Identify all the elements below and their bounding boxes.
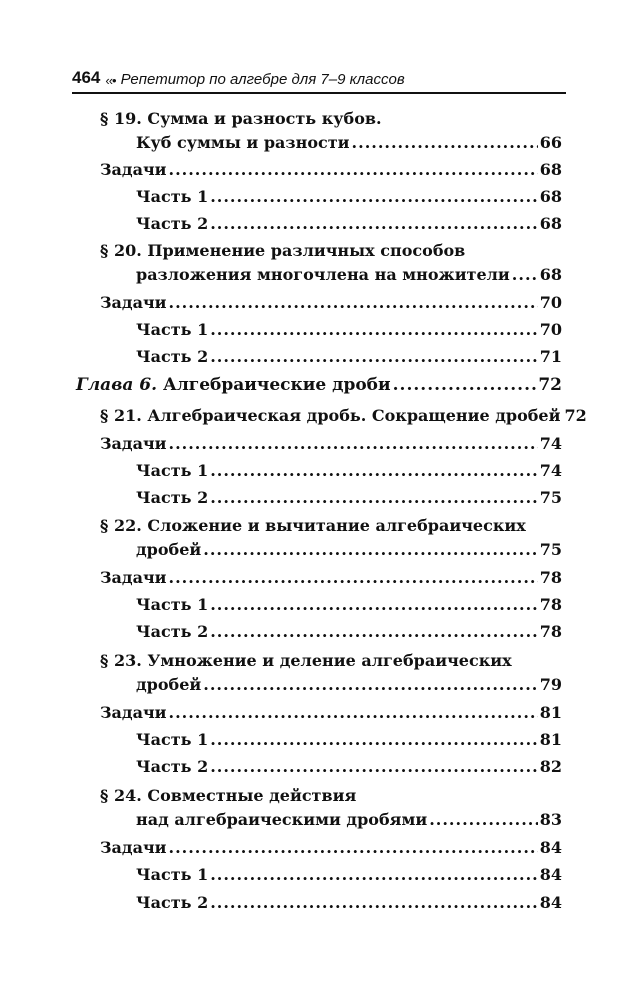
toc-label: Часть 1 bbox=[136, 461, 209, 480]
toc-entry-s23[interactable] bbox=[136, 675, 562, 697]
toc-label: Часть 2 bbox=[136, 622, 209, 641]
toc-page-number: 81 bbox=[539, 730, 562, 749]
toc-entry-s20[interactable] bbox=[136, 265, 562, 287]
toc-page-number: 66 bbox=[539, 133, 562, 152]
toc-page-number: 70 bbox=[539, 293, 562, 312]
toc-entry-s21-part1[interactable] bbox=[136, 461, 562, 483]
toc-page-number: 78 bbox=[539, 622, 562, 641]
toc-entry-s23-part2[interactable] bbox=[136, 757, 562, 779]
toc-s22-title-line2: дробей bbox=[136, 540, 202, 559]
toc-page-number: 84 bbox=[539, 838, 562, 857]
toc-label: Часть 2 bbox=[136, 757, 209, 776]
leader-dots bbox=[203, 675, 537, 694]
toc-s23-title-line2: дробей bbox=[136, 675, 202, 694]
leader-dots bbox=[210, 461, 538, 480]
toc-label: Часть 1 bbox=[136, 730, 209, 749]
leader-dots bbox=[210, 893, 538, 912]
toc-page-number: 74 bbox=[539, 461, 562, 480]
toc-page-number: 78 bbox=[539, 568, 562, 587]
toc-s22-title-line1: § 22. Сложение и вычитание алгебраических bbox=[100, 516, 526, 535]
toc-label: Часть 1 bbox=[136, 865, 209, 884]
toc-s19-title-line1: § 19. Сумма и разность кубов. bbox=[100, 109, 382, 128]
leader-dots bbox=[210, 488, 538, 507]
leader-dots bbox=[169, 838, 538, 857]
toc-entry-s19[interactable] bbox=[136, 133, 562, 155]
leader-dots bbox=[210, 187, 538, 206]
toc-s20-title-line1: § 20. Применение различных способов bbox=[100, 241, 466, 260]
toc-page-number: 84 bbox=[539, 893, 562, 912]
book-title: Репетитор по алгебре для 7–9 классов bbox=[120, 71, 405, 88]
toc-entry-s24-part2[interactable] bbox=[136, 893, 562, 915]
leader-dots bbox=[393, 375, 537, 395]
toc-page-number: 68 bbox=[539, 265, 562, 284]
leader-dots bbox=[169, 568, 538, 587]
leader-dots bbox=[210, 320, 538, 339]
toc-entry-s19-tasks[interactable] bbox=[100, 160, 562, 182]
toc-page-number: 74 bbox=[539, 434, 562, 453]
chapter-prefix: Глава 6. bbox=[76, 375, 158, 395]
leader-dots bbox=[169, 434, 538, 453]
toc-label: Часть 2 bbox=[136, 214, 209, 233]
leader-dots bbox=[210, 347, 538, 366]
toc-entry-s19-part2[interactable] bbox=[136, 214, 562, 236]
toc-entry-s20-tasks[interactable] bbox=[100, 293, 562, 315]
leader-dots bbox=[210, 595, 538, 614]
toc-entry-s19-part1[interactable] bbox=[136, 187, 562, 209]
toc-page-number: 68 bbox=[539, 160, 562, 179]
toc-entry-s24-part1[interactable] bbox=[136, 865, 562, 887]
toc-label: Задачи bbox=[100, 568, 167, 587]
chapter-title: Алгебраические дроби bbox=[162, 375, 391, 395]
leader-dots bbox=[210, 622, 538, 641]
toc-label: Задачи bbox=[100, 703, 167, 722]
toc-page-number: 70 bbox=[539, 320, 562, 339]
toc-page-number: 72 bbox=[564, 406, 587, 425]
leader-dots bbox=[512, 265, 538, 284]
toc-page-number: 79 bbox=[539, 675, 562, 694]
toc-s24-title-line1: § 24. Совместные действия bbox=[100, 786, 357, 805]
toc-page-number: 81 bbox=[539, 703, 562, 722]
toc-label: Задачи bbox=[100, 293, 167, 312]
leader-dots bbox=[169, 160, 538, 179]
leader-dots bbox=[429, 810, 538, 829]
toc-label: Часть 1 bbox=[136, 320, 209, 339]
toc-s24-title-line2: над алгебраическими дробями bbox=[136, 810, 428, 829]
toc-s19-title-line2: Куб суммы и разности bbox=[136, 133, 350, 152]
toc-page-number: 75 bbox=[539, 540, 562, 559]
toc-label: Задачи bbox=[100, 434, 167, 453]
toc-entry-s22-part2[interactable] bbox=[136, 622, 562, 644]
toc-entry-s20-part2[interactable] bbox=[136, 347, 562, 369]
toc-s20-title-line2: разложения многочлена на множители bbox=[136, 265, 510, 284]
toc-label: Часть 2 bbox=[136, 893, 209, 912]
toc-page-number: 78 bbox=[539, 595, 562, 614]
toc-entry-s21[interactable] bbox=[100, 406, 587, 428]
toc-label: Задачи bbox=[100, 160, 167, 179]
leader-dots bbox=[210, 865, 538, 884]
toc-entry-s20-part1[interactable] bbox=[136, 320, 562, 342]
leader-dots bbox=[210, 757, 538, 776]
toc-page-number: 75 bbox=[539, 488, 562, 507]
toc-page-number: 82 bbox=[539, 757, 562, 776]
toc-entry-chapter-6[interactable] bbox=[76, 375, 562, 397]
toc-entry-s23-part1[interactable] bbox=[136, 730, 562, 752]
leader-dots bbox=[210, 730, 538, 749]
leader-dots bbox=[210, 214, 538, 233]
toc-page-number: 68 bbox=[539, 187, 562, 206]
toc-label: Часть 2 bbox=[136, 488, 209, 507]
header-separator: ‹‹• bbox=[105, 73, 116, 88]
page-number: 464 bbox=[72, 68, 101, 87]
toc-label: § 21. Алгебраическая дробь. Сокращение дробей bbox=[100, 406, 561, 425]
toc-s23-title-line1: § 23. Умножение и деление алгебраических bbox=[100, 651, 512, 670]
leader-dots bbox=[169, 293, 538, 312]
leader-dots bbox=[169, 703, 538, 722]
leader-dots bbox=[352, 133, 538, 152]
toc-entry-s21-tasks[interactable] bbox=[100, 434, 562, 456]
toc-entry-s23-tasks[interactable] bbox=[100, 703, 562, 725]
toc-entry-s21-part2[interactable] bbox=[136, 488, 562, 510]
toc-entry-s24[interactable] bbox=[136, 810, 562, 832]
toc-page-number: 72 bbox=[538, 375, 562, 395]
leader-dots bbox=[203, 540, 537, 559]
toc-label: Часть 1 bbox=[136, 595, 209, 614]
toc-page-number: 71 bbox=[539, 347, 562, 366]
toc-entry-s22-tasks[interactable] bbox=[100, 568, 562, 590]
toc-label: Часть 1 bbox=[136, 187, 209, 206]
toc-page-number: 83 bbox=[539, 810, 562, 829]
toc-page-number: 84 bbox=[539, 865, 562, 884]
toc-label: Часть 2 bbox=[136, 347, 209, 366]
toc-entry-s24-tasks[interactable] bbox=[100, 838, 562, 860]
toc-chapter-label bbox=[76, 375, 391, 395]
toc-entry-s22-part1[interactable] bbox=[136, 595, 562, 617]
toc-page-number: 68 bbox=[539, 214, 562, 233]
toc-entry-s22[interactable] bbox=[136, 540, 562, 562]
toc-label: Задачи bbox=[100, 838, 167, 857]
